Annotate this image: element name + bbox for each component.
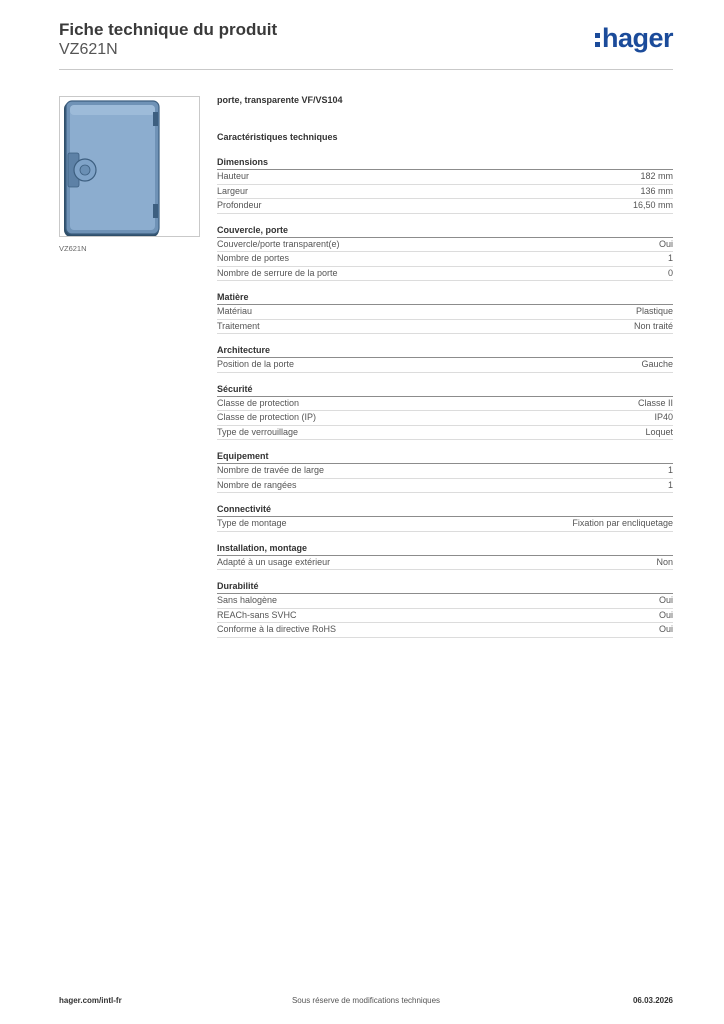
spec-section [217,579,673,638]
page-header [59,20,673,70]
page-title: Fiche technique du produit [59,20,278,39]
spec-value: Gauche [641,359,673,369]
spec-value: 1 [667,253,673,263]
spec-section [217,502,673,532]
spec-label: REACh-sans SVHC [217,609,297,620]
spec-row [217,358,673,373]
spec-section [217,382,673,441]
section-title: Matière [217,290,673,305]
spec-label: Nombre de serrure de la porte [217,267,338,278]
spec-value: 1 [667,479,673,490]
transparent-door-icon [60,97,199,236]
spec-label: Type de montage [217,518,287,528]
characteristics-heading: Caractéristiques techniques [217,132,338,142]
spec-row [217,411,673,426]
spec-value: Non [656,556,673,567]
hager-logo [595,24,673,52]
spec-row [217,556,673,571]
spec-row [217,479,673,494]
spec-label: Largeur [217,185,249,196]
section-title: Durabilité [217,579,673,594]
spec-label: Nombre de portes [217,253,290,263]
product-image [59,96,200,237]
spec-section [217,155,673,214]
spec-label: Nombre de travée de large [217,465,325,475]
spec-label: Conforme à la directive RoHS [217,624,337,634]
spec-value: 0 [667,267,673,278]
spec-value: Oui [658,238,673,249]
spec-label: Sans halogène [217,595,278,605]
image-caption: VZ621N [59,244,87,253]
spec-value: Classe II [637,397,673,408]
spec-label: Profondeur [217,200,262,210]
spec-value: Oui [658,609,673,620]
spec-row [217,609,673,624]
spec-row [217,320,673,335]
spec-label: Position de la porte [217,359,295,369]
spec-label: Couvercle/porte transparent(e) [217,238,340,249]
spec-value: 16,50 mm [632,200,673,210]
spec-row [217,199,673,214]
spec-section [217,290,673,334]
footer-date: 06.03.2026 [632,996,673,1005]
spec-label: Matériau [217,306,253,316]
section-title: Installation, montage [217,541,673,556]
spec-row [217,426,673,441]
spec-section [217,223,673,282]
spec-content [217,93,673,647]
footer-disclaimer: Sous réserve de modifications techniques [291,996,441,1005]
spec-label: Traitement [217,320,260,331]
spec-row [217,305,673,320]
section-title: Sécurité [217,382,673,397]
spec-row [217,185,673,200]
spec-label: Classe de protection (IP) [217,412,317,422]
spec-value: Oui [658,624,673,634]
spec-label: Nombre de rangées [217,479,297,490]
spec-label: Hauteur [217,171,250,181]
spec-row [217,623,673,638]
spec-row [217,594,673,609]
spec-row [217,397,673,412]
spec-section [217,449,673,493]
section-title: Equipement [217,449,673,464]
footer-website-link[interactable]: hager.com/intl-fr [59,996,122,1005]
spec-label: Type de verrouillage [217,426,299,437]
spec-section [217,541,673,571]
spec-value: Plastique [635,306,673,316]
spec-label: Classe de protection [217,397,300,408]
spec-row [217,464,673,479]
spec-value: 182 mm [640,171,673,181]
spec-row [217,170,673,185]
spec-value: 136 mm [640,185,673,196]
spec-row [217,267,673,282]
spec-value: Oui [658,595,673,605]
spec-sections [217,155,673,638]
section-title: Connectivité [217,502,673,517]
product-name: porte, transparente VF/VS104 [217,95,343,105]
spec-value: IP40 [654,412,673,422]
logo-text: hager [601,22,673,53]
spec-value: Loquet [645,426,673,437]
spec-label: Adapté à un usage extérieur [217,556,331,567]
product-reference: VZ621N [59,41,118,58]
spec-row [217,517,673,532]
spec-row [217,238,673,253]
spec-value: Fixation par encliquetage [572,518,673,528]
spec-value: Non traité [633,320,673,331]
section-title: Architecture [217,343,673,358]
spec-value: 1 [667,465,673,475]
section-title: Couvercle, porte [217,223,673,238]
page-footer [59,996,673,1010]
spec-section [217,343,673,373]
hager-dots-icon [595,33,600,47]
section-title: Dimensions [217,155,673,170]
spec-row [217,252,673,267]
